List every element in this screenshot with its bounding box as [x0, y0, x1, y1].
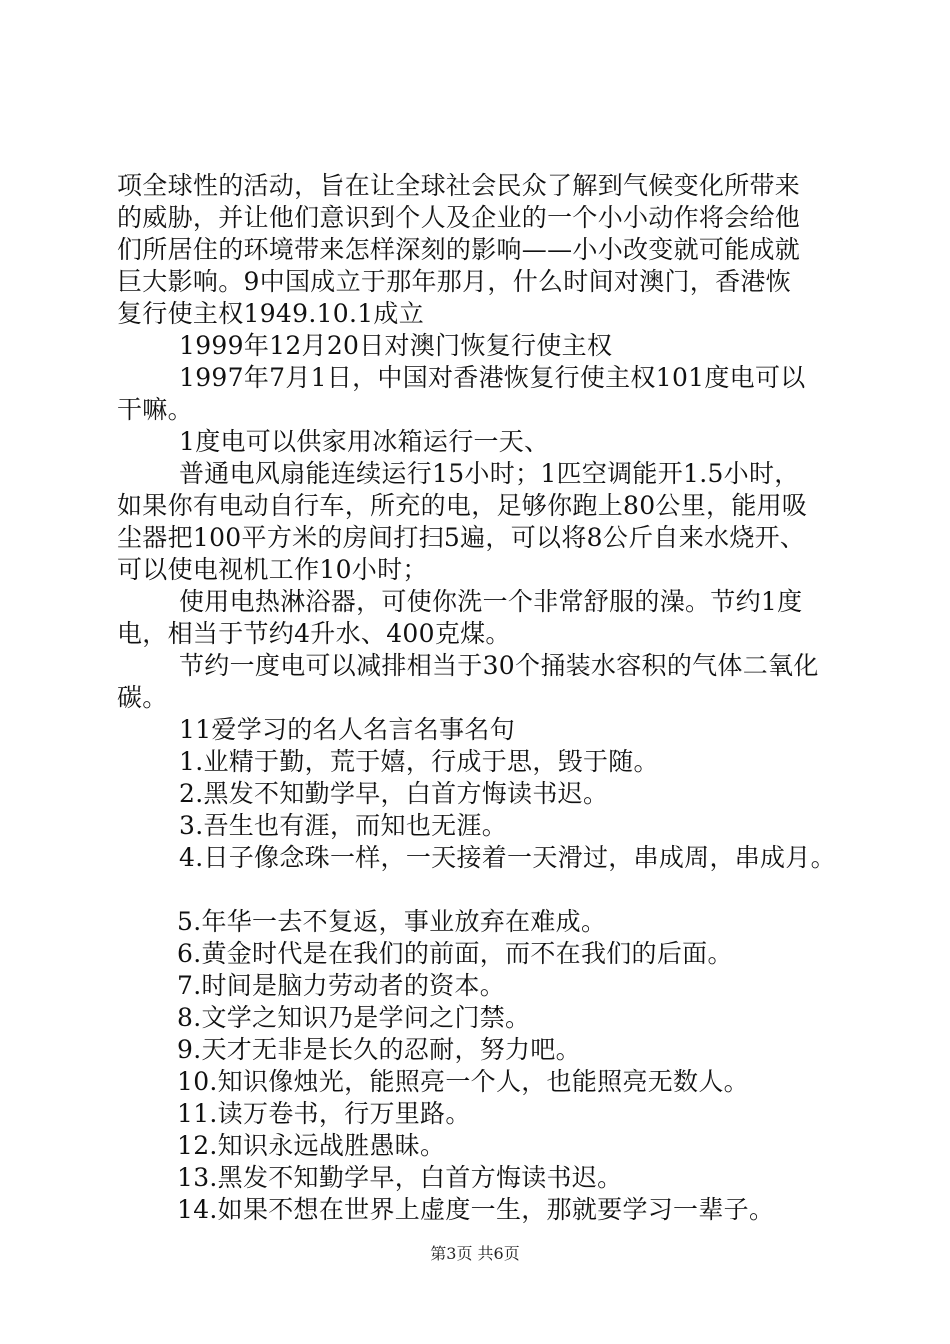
- body-text: [117, 170, 847, 1226]
- quote-item: 8.文学之知识乃是学问之门禁。: [177, 1003, 531, 1032]
- quote-item: 12.知识永远战胜愚昧。: [177, 1131, 446, 1160]
- quote-item: 4.日子像念珠一样，一天接着一天滑过，串成周，串成月。: [179, 843, 836, 872]
- quote-item: 1.业精于勤，荒于嬉，行成于思，毁于随。: [179, 747, 659, 776]
- quote-item: 7.时间是脑力劳动者的资本。: [177, 971, 506, 1000]
- paragraph-line: 巨大影响。9中国成立于那年那月，什么时间对澳门，香港恢: [117, 267, 792, 296]
- quote-item: 2.黑发不知勤学早，白首方悔读书迟。: [179, 779, 609, 808]
- paragraph-line: 尘器把100平方米的房间打扫5遍，可以将8公斤自来水烧开、: [117, 523, 806, 552]
- paragraph-line: 碳。: [117, 683, 168, 712]
- quote-item: 11.读万卷书，行万里路。: [177, 1099, 471, 1128]
- paragraph-line: 干嘛。: [117, 395, 193, 424]
- blank-line: [117, 874, 847, 906]
- quote-item: 9.天才无非是长久的忍耐，努力吧。: [177, 1035, 581, 1064]
- quote-item: 6.黄金时代是在我们的前面，而不在我们的后面。: [177, 939, 733, 968]
- paragraph-line: 电，相当于节约4升水、400克煤。: [117, 619, 511, 648]
- quote-item: 13.黑发不知勤学早，白首方悔读书迟。: [177, 1163, 623, 1192]
- paragraph-line: 使用电热淋浴器，可使你洗一个非常舒服的澡。节约1度: [179, 587, 803, 616]
- paragraph-line: 普通电风扇能连续运行15小时；1匹空调能开1.5小时，: [179, 459, 800, 488]
- section-heading: 11爱学习的名人名言名事名句: [179, 715, 516, 744]
- paragraph-line: 1度电可以供家用冰箱运行一天、: [179, 427, 550, 456]
- paragraph-line: 项全球性的活动，旨在让全球社会民众了解到气候变化所带来: [117, 171, 801, 200]
- paragraph-line: 1997年7月1日，中国对香港恢复行使主权101度电可以: [179, 363, 806, 392]
- quote-item: 10.知识像烛光，能照亮一个人，也能照亮无数人。: [177, 1067, 749, 1096]
- paragraph-line: 的威胁，并让他们意识到个人及企业的一个小小动作将会给他: [117, 203, 801, 232]
- paragraph-line: 1999年12月20日对澳门恢复行使主权: [179, 331, 613, 360]
- paragraph-line: 节约一度电可以减排相当于30个捅装水容积的气体二氧化: [179, 651, 819, 680]
- paragraph-line: 如果你有电动自行车，所充的电，足够你跑上80公里，能用吸: [117, 491, 808, 520]
- paragraph-line: 复行使主权1949.10.1成立: [117, 299, 425, 328]
- quote-item: 3.吾生也有涯，而知也无涯。: [179, 811, 508, 840]
- page-number-footer: 第3页 共6页: [430, 1244, 520, 1263]
- quote-item: 5.年华一去不复返，事业放弃在难成。: [177, 907, 607, 936]
- quote-item: 14.如果不想在世界上虚度一生，那就要学习一辈子。: [177, 1195, 775, 1224]
- paragraph-line: 们所居住的环境带来怎样深刻的影响——小小改变就可能成就: [117, 235, 801, 264]
- paragraph-line: 可以使电视机工作10小时；: [117, 555, 428, 584]
